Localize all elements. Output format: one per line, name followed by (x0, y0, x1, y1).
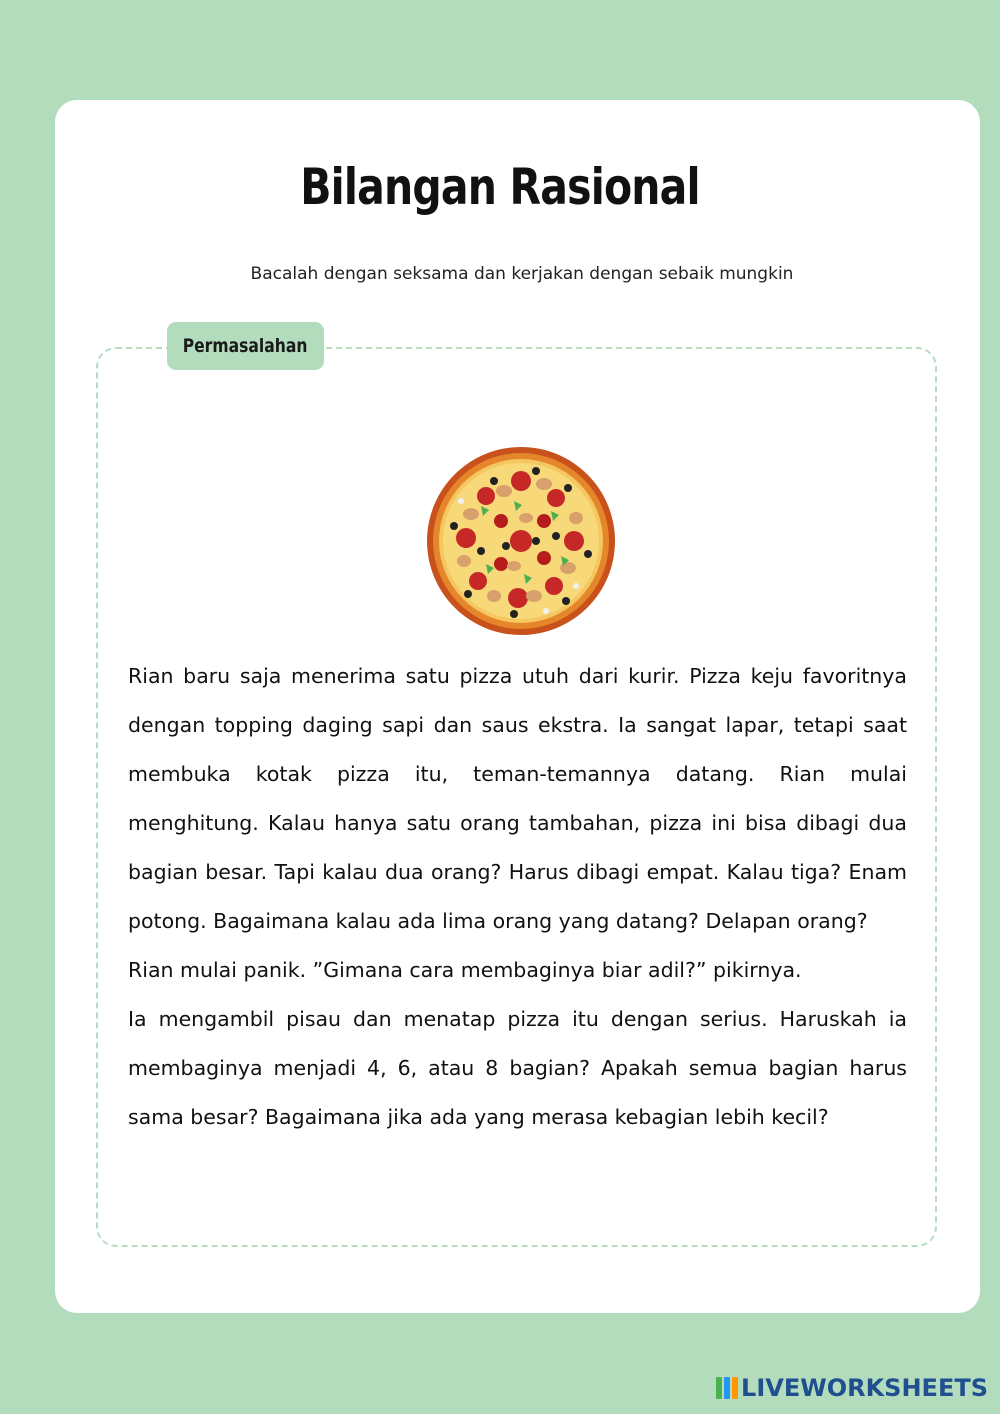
problem-tag (167, 322, 324, 370)
brand-text: LIVEWORKSHEETS (741, 1374, 988, 1402)
story-text (128, 652, 907, 1142)
page-title: Bilangan Rasional (300, 158, 700, 216)
page-subtitle: Bacalah dengan seksama dan kerjakan dengan sebaik mungkin (250, 264, 794, 284)
story-paragraph-2: Rian mulai panik. ”Gimana cara membaginya biar adil?” pikirnya. (128, 958, 802, 982)
story-paragraph-3: Ia mengambil pisau dan menatap pizza itu dengan serius. Haruskah ia membaginya menjadi 4, 6, atau 8 bagian? Apakah semua bagian harus sama besar? Bagaimana jika ada yang merasa kebagian lebih kecil? (128, 1007, 907, 1129)
liveworksheets-logo-icon (716, 1377, 738, 1399)
story-paragraph-1: Rian baru saja menerima satu pizza utuh dari kurir. Pizza keju favoritnya dengan topping daging sapi dan saus ekstra. Ia sangat lapar, tetapi saat membuka kotak pizza itu, teman-temannya datang. Rian mulai menghitung. Kalau hanya satu orang tambahan, pizza ini bisa dibagi dua bagian besar. Tapi kalau dua orang? Harus dibagi empat. Kalau tiga? Enam potong. Bagaimana kalau ada lima orang yang datang? Delapan orang? (128, 664, 907, 933)
pizza-icon (426, 446, 616, 636)
problem-tag-label: Permasalahan (183, 335, 308, 357)
liveworksheets-brand[interactable] (716, 1374, 988, 1402)
